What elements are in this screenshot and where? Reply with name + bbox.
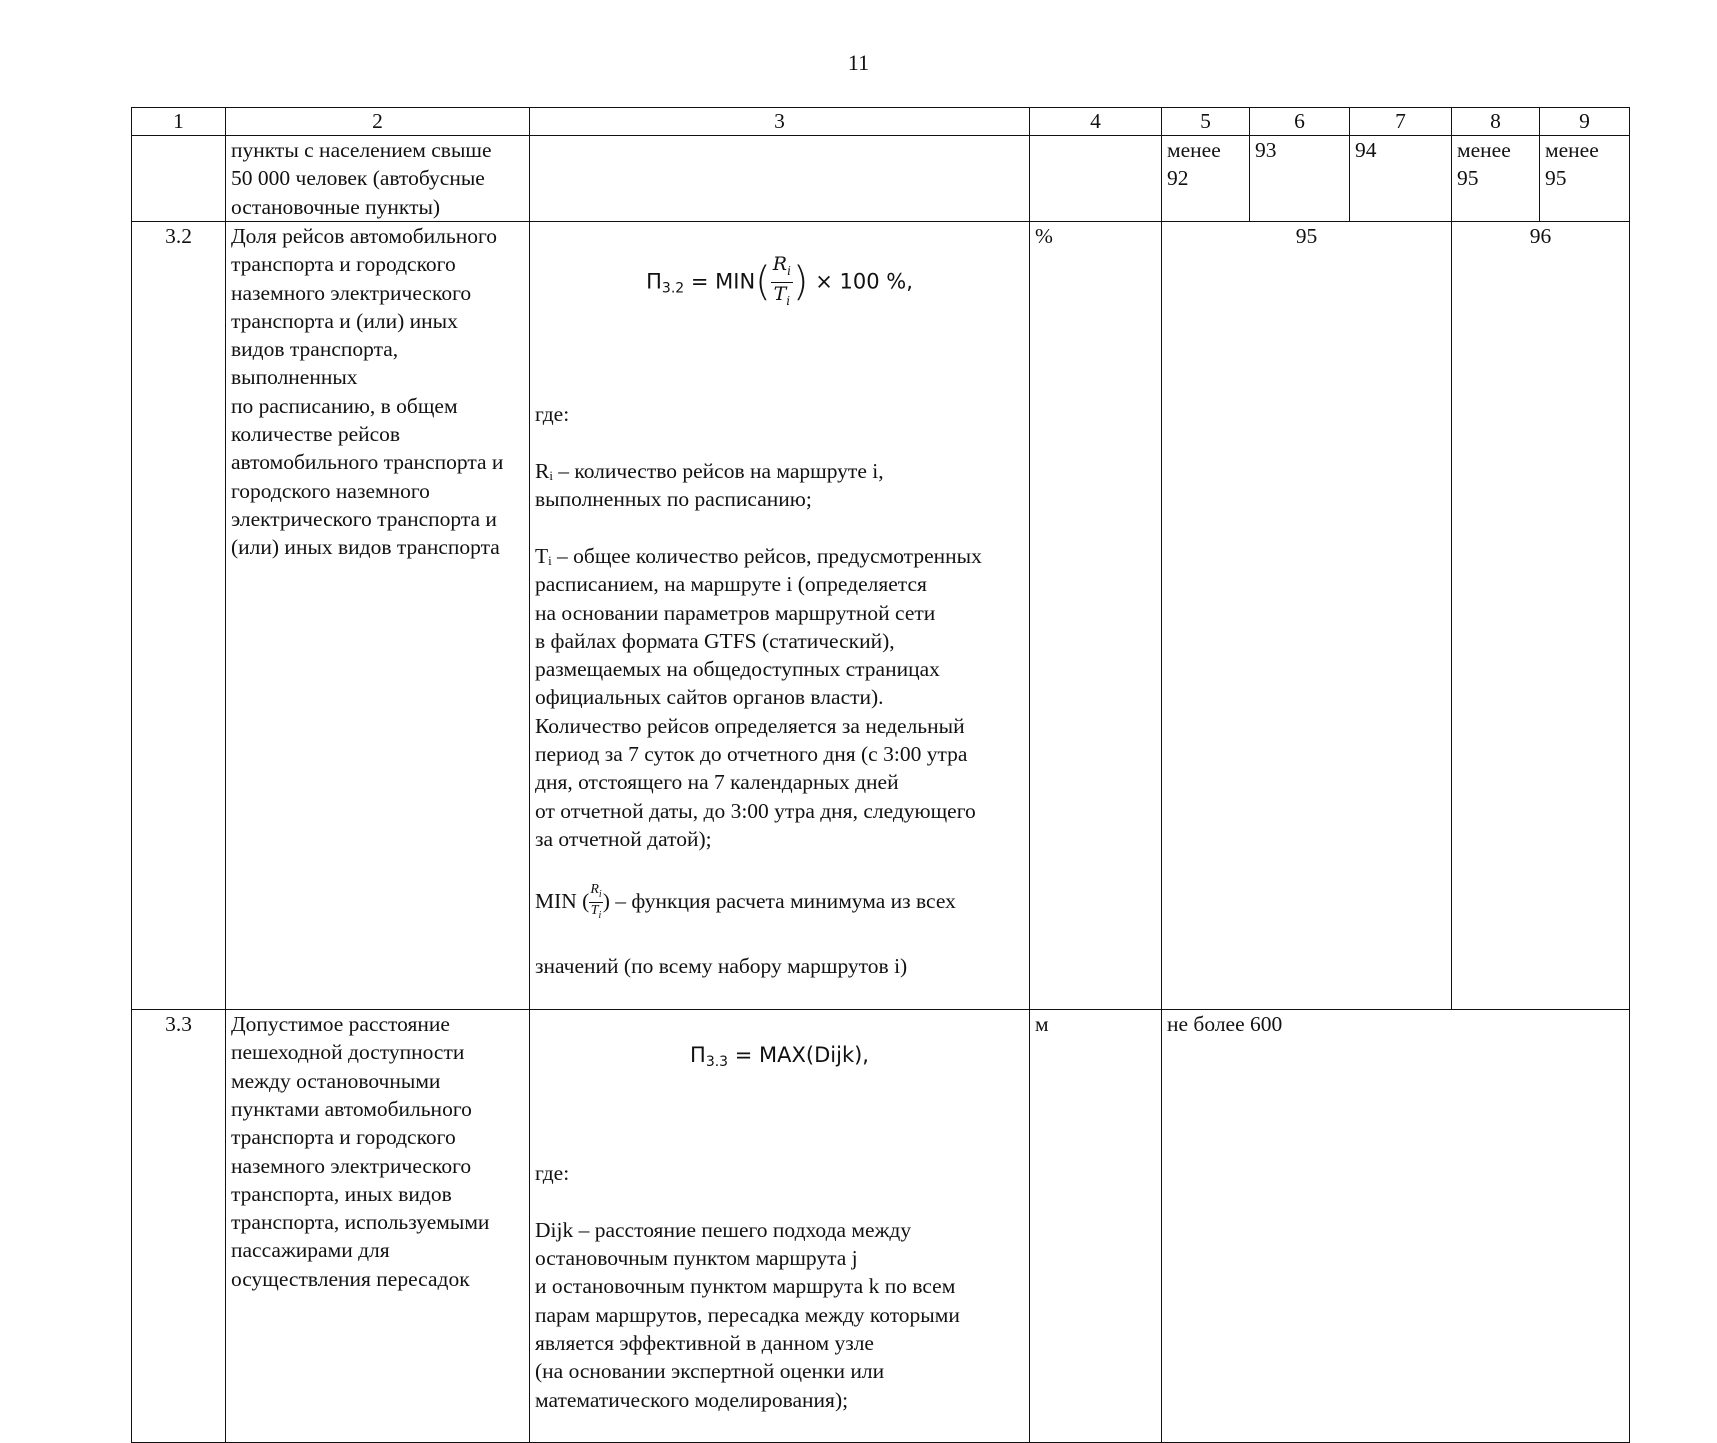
header-cell: 3 bbox=[530, 108, 1030, 136]
header-cell: 8 bbox=[1452, 108, 1540, 136]
table-row bbox=[132, 136, 1630, 222]
value-cell: 93 bbox=[1250, 136, 1350, 222]
header-cell: 2 bbox=[226, 108, 530, 136]
value-cell: 94 bbox=[1350, 136, 1452, 222]
variable-description: Rᵢ – количество рейсов на маршруте i, выполненных по расписанию; bbox=[535, 459, 884, 512]
where-label: где: bbox=[535, 1161, 570, 1186]
page-number: 11 bbox=[847, 50, 870, 75]
value-cell: менее 92 bbox=[1162, 136, 1250, 222]
row-number-cell bbox=[132, 136, 226, 222]
row-number-cell: 3.2 bbox=[132, 222, 226, 1010]
variable-description: Tᵢ – общее количество рейсов, предусмотренных расписанием, на маршруте i (определяется на основании параметров маршрутной сети в файлах формата GTFS (статический), размещаемых на общедоступных страницах официальных сайтов органов власти). Количество рейсов определяется за недельный период за 7 суток до отчетного дня (с 3:00 утра дня, отстоящего на 7 календарных дней от отчетной даты, до 3:00 утра дня, следующего за отчетной датой); bbox=[535, 543, 982, 851]
formula-cell bbox=[530, 1010, 1030, 1443]
formula: $П_{3.3}$ = MAX(Dijk), bbox=[690, 1043, 869, 1071]
value-cell: 95 bbox=[1162, 222, 1452, 1010]
min-function-description: MIN ( $\frac{R_i}{T_i}$ ) – функция расчета минимума из всех bbox=[535, 881, 956, 922]
formula-fraction: $\frac{R_i}{T_i}$ bbox=[772, 253, 791, 308]
indicator-name-cell: пункты с населением свыше 50 000 человек (автобусные остановочные пункты) bbox=[226, 136, 530, 222]
table-row bbox=[132, 222, 1630, 1010]
header-cell: 5 bbox=[1162, 108, 1250, 136]
indicator-name-cell: Доля рейсов автомобильного транспорта и городского наземного электрического транспорта и (или) иных видов транспорта, выполненных по расписанию, в общем количестве рейсов автомобильного транспорта и городского наземного электрического транспорта и (или) иных видов транспорта bbox=[226, 222, 530, 1010]
header-cell: 9 bbox=[1540, 108, 1630, 136]
formula: $П_{3.2} = MIN$( $\frac{R_i}{T_i}$ ) × 100 %, bbox=[535, 253, 1024, 312]
value-cell: 96 bbox=[1452, 222, 1630, 1010]
header-cell: 6 bbox=[1250, 108, 1350, 136]
variable-description: Dijk – расстояние пешего подхода между остановочным пунктом маршрута j и остановочным пунктом маршрута k по всем парам маршрутов, пересадка между которыми является эффективной в данном узле (на основании экспертной оценки или математического моделирования); bbox=[535, 1217, 960, 1412]
unit-cell: м bbox=[1030, 1010, 1162, 1443]
value-cell: менее 95 bbox=[1540, 136, 1630, 222]
indicators-table bbox=[131, 107, 1630, 1443]
formula-cell bbox=[530, 136, 1030, 222]
unit-cell: % bbox=[1030, 222, 1162, 1010]
formula-cell: $П_{3.2} = MIN$( $\frac{R_i}{T_i}$ ) × 100 %, где: Rᵢ – количество рейсов на маршруте i, выполненных по расписанию; Tᵢ – общее количество рейсов, предусмотренных расписанием, на маршруте i (определяется на основании параметров маршрутной сети в файлах формата GTFS (статический), размещаемых на общедоступных страницах официальных сайтов органов власти). Количество рейсов определяется за недельный период за 7 суток до отчетного дня (с 3:00 утра дня, отстоящего на 7 календарных дней от отчетной даты, до 3:00 утра дня, следующего за отчетной датой); MIN ( $\frac{R_i}{T_i}$ ) – функция расчета минимума из всех значений (по всему набору маршрутов i) bbox=[530, 222, 1030, 1010]
unit-cell bbox=[1030, 136, 1162, 222]
header-cell: 7 bbox=[1350, 108, 1452, 136]
value-cell: менее 95 bbox=[1452, 136, 1540, 222]
header-cell: 1 bbox=[132, 108, 226, 136]
row-number-cell: 3.3 bbox=[132, 1010, 226, 1443]
indicator-name-cell: Допустимое расстояние пешеходной доступности между остановочными пунктами автомобильного транспорта и городского наземного электрического транспорта, иных видов транспорта, используемыми пассажирами для осуществления пересадок bbox=[226, 1010, 530, 1443]
table-row bbox=[132, 1010, 1630, 1443]
table-header-row bbox=[132, 108, 1630, 136]
where-label: где: bbox=[535, 402, 570, 427]
header-cell: 4 bbox=[1030, 108, 1162, 136]
value-cell: не более 600 bbox=[1162, 1010, 1630, 1443]
